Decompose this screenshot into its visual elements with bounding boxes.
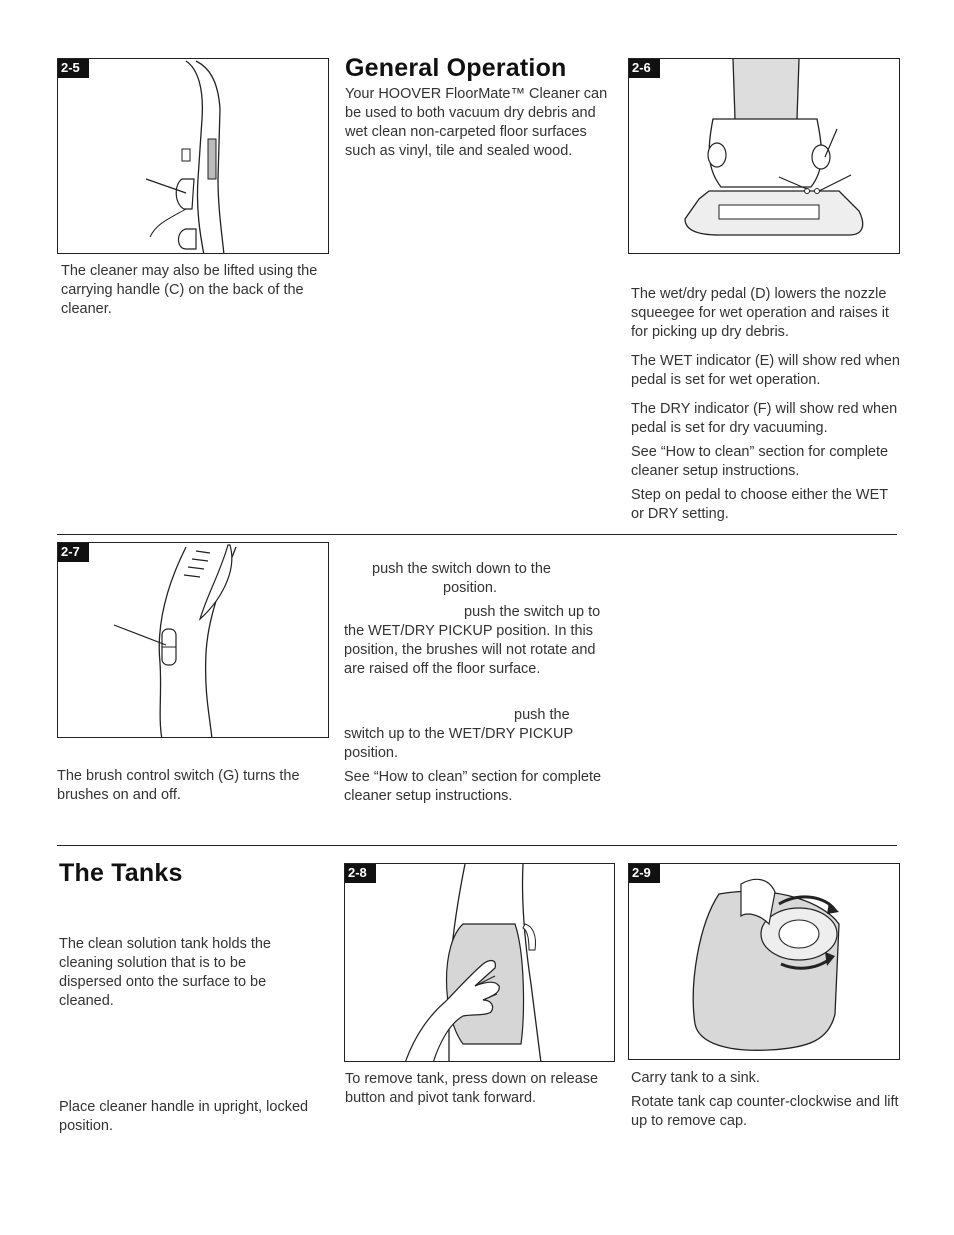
tanks-step: Place cleaner handle in upright, locked position. (59, 1099, 309, 1134)
general-operation-intro: Your HOOVER FloorMate™ Cleaner can be used to both vacuum dry debris and wet clean non-carpeted floor surfaces such as vinyl, tile and sealed wood. (345, 86, 608, 159)
switch-text-4: push the switch up to the WET/DRY PICKUP position. (344, 707, 573, 761)
section-divider (57, 534, 897, 535)
fig-2-6-paragraph-2: The WET indicator (E) will show red when pedal is set for wet operation. (631, 353, 900, 388)
section-heading-general-operation: General Operation (345, 54, 567, 82)
fig-2-6-paragraph-5: Step on pedal to choose either the WET or DRY setting. (631, 487, 888, 522)
cleaner-side-illustration (58, 59, 329, 254)
figure-label: 2-6 (629, 59, 660, 78)
switch-text-2: position. (443, 580, 498, 596)
figure-2-5 (57, 58, 329, 254)
figure-2-9-caption-2: Rotate tank cap counter-clockwise and lift up to remove cap. (631, 1094, 899, 1129)
figure-2-7 (57, 542, 329, 738)
figure-2-6 (628, 58, 900, 254)
figure-2-8 (344, 863, 615, 1062)
figure-label: 2-5 (58, 59, 89, 78)
cleaner-base-illustration (629, 59, 900, 254)
switch-text-3: push the switch up to the WET/DRY PICKUP position. In this position, the brushes will not rotate and are raised off the floor surface. (344, 604, 601, 677)
fig-2-6-paragraph-4: See “How to clean” section for complete cleaner setup instructions. (631, 444, 889, 479)
tanks-intro: The clean solution tank holds the cleaning solution that is to be dispersed onto the surface to be cleaned. (59, 936, 271, 1009)
figure-2-9 (628, 863, 900, 1060)
tank-cap-illustration (629, 864, 900, 1060)
switch-text-5: See “How to clean” section for complete cleaner setup instructions. (344, 769, 602, 804)
switch-text-1: push the switch down to the (372, 561, 551, 577)
section-heading-the-tanks: The Tanks (59, 859, 183, 887)
fig-2-6-paragraph-3: The DRY indicator (F) will show red when pedal is set for dry vacuuming. (631, 401, 898, 436)
figure-label: 2-7 (58, 543, 89, 562)
figure-label: 2-9 (629, 864, 660, 883)
figure-label: 2-8 (345, 864, 376, 883)
figure-2-7-caption: The brush control switch (G) turns the brushes on and off. (57, 768, 300, 803)
tank-removal-illustration (345, 864, 615, 1062)
fig-2-6-paragraph-1: The wet/dry pedal (D) lowers the nozzle squeegee for wet operation and raises it for picking up dry debris. (631, 286, 889, 340)
section-divider (57, 845, 897, 846)
brush-switch-illustration (58, 543, 329, 738)
figure-2-8-caption: To remove tank, press down on release button and pivot tank forward. (345, 1071, 599, 1106)
figure-2-9-caption-1: Carry tank to a sink. (631, 1070, 760, 1086)
figure-2-5-caption: The cleaner may also be lifted using the carrying handle (C) on the back of the cleaner. (61, 263, 318, 317)
